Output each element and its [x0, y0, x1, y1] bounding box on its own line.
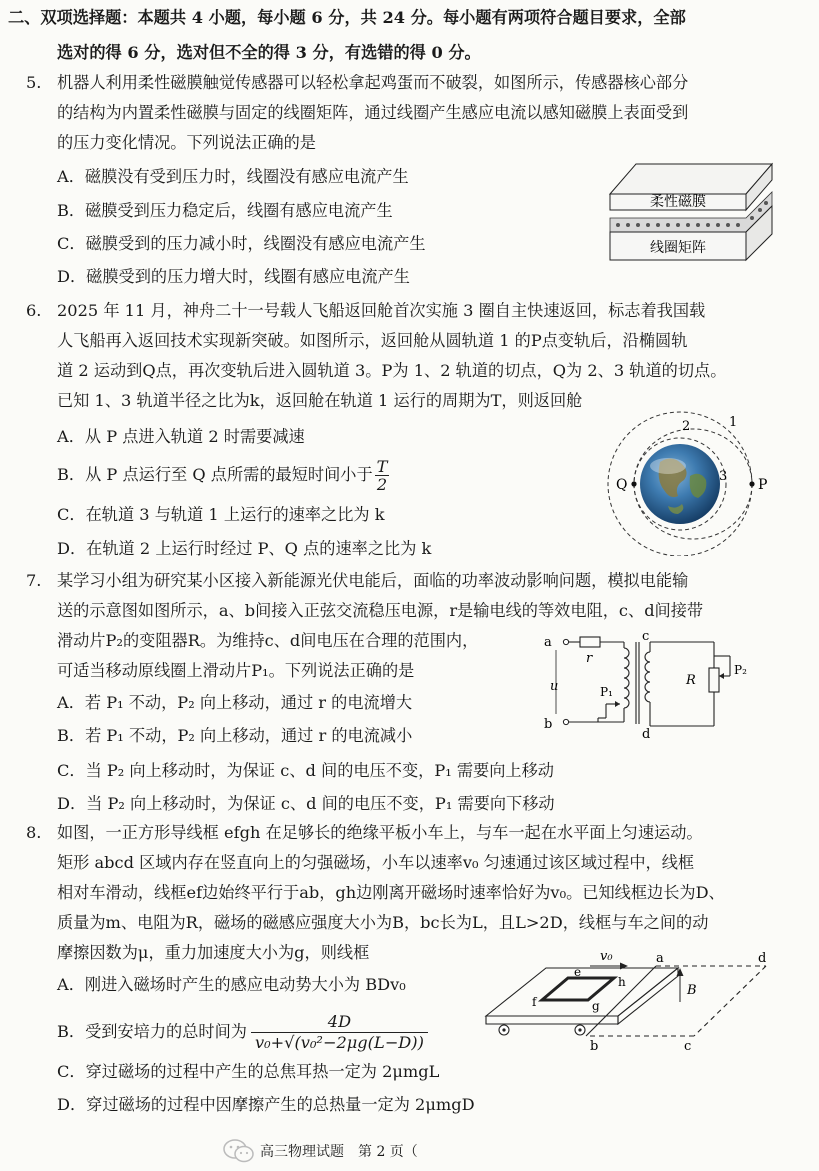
q8-label-h: h: [618, 975, 626, 989]
q5-option-a: A．磁膜没有受到压力时，线圈没有感应电流产生: [57, 167, 409, 186]
q7-stem-line4: 可适当移动原线圈上滑动片P₁。下列说法正确的是: [57, 661, 415, 680]
q7-option-d: D．当 P₂ 向上移动时，为保证 c、d 间的电压不变，P₁ 需要向下移动: [57, 794, 555, 813]
q6-option-d: D．在轨道 2 上运行时经过 P、Q 点的速率之比为 k: [57, 539, 432, 558]
q6-fraction-numerator: T: [376, 457, 388, 476]
q8-option-a: A．刚进入磁场时产生的感应电动势大小为 BDv₀: [57, 975, 406, 994]
q5-stem-line1: 机器人利用柔性磁膜触觉传感器可以轻松拿起鸡蛋而不破裂，如图所示，传感器核心部分: [57, 73, 689, 92]
q8-label-f: f: [532, 995, 537, 1009]
q8-stem-line1: 如图，一正方形导线框 efgh 在足够长的绝缘平板小车上，与车一起在水平面上匀速运动。: [57, 823, 703, 842]
q7-label-a: a: [544, 635, 552, 650]
q6-stem-line3: 道 2 运动到Q点，再次变轨后进入圆轨道 3。P为 1、2 轨道的切点，Q为 2、3 轨道的切点。: [57, 361, 727, 380]
q6-label-orbit3: 3: [719, 469, 728, 484]
q6-option-a: A．从 P 点进入轨道 2 时需要减速: [57, 427, 305, 446]
q5-stem-line2: 的结构为内置柔性磁膜与固定的线圈矩阵，通过线圈产生感应电流以感知磁膜上表面受到: [57, 103, 689, 122]
q5-number: 5.: [26, 73, 42, 92]
q8-fraction-numerator: 4D: [251, 1012, 428, 1033]
q8-stem-line2: 矩形 abcd 区域内存在竖直向上的匀强磁场，小车以速率v₀ 匀速通过该区域过程中，线框: [57, 853, 695, 872]
q5-option-d: D．磁膜受到的压力增大时，线圈有感应电流产生: [57, 267, 410, 286]
q8-fraction-denominator: v₀+√(v₀²−2μg(L−D)): [254, 1033, 424, 1052]
q8-label-v0: v₀: [600, 950, 613, 964]
q6-label-orbit1: 1: [729, 415, 738, 430]
q7-label-P2: P₂: [734, 663, 747, 677]
q8-label-a: a: [656, 951, 664, 966]
q5-option-b: B．磁膜受到压力稳定后，线圈有感应电流产生: [57, 201, 393, 220]
q6-label-orbit2: 2: [682, 419, 691, 434]
q6-option-b: [57, 458, 391, 493]
q8-label-g: g: [592, 999, 600, 1013]
q8-cart-figure: [482, 950, 812, 1058]
q5-sensor-figure: [606, 160, 776, 266]
q6-option-c: C．在轨道 3 与轨道 1 上运行的速率之比为 k: [57, 505, 385, 524]
q7-label-u: u: [550, 679, 559, 694]
q8-stem-line5: 摩擦因数为μ，重力加速度大小为g，则线框: [57, 943, 370, 962]
q6-number: 6.: [26, 301, 42, 320]
q8-label-c: c: [684, 1039, 692, 1054]
q8-label-d: d: [758, 951, 767, 966]
q5-label-magnetic-film: 柔性磁膜: [650, 194, 706, 210]
q6-label-P: P: [758, 477, 768, 493]
q8-option-b-fraction: [251, 1012, 428, 1053]
q5-stem-line3: 的压力变化情况。下列说法正确的是: [57, 133, 316, 152]
q7-label-r: r: [586, 651, 593, 666]
q6-fraction-denominator: 2: [376, 475, 388, 494]
q5-option-c: C．磁膜受到的压力减小时，线圈没有感应电流产生: [57, 234, 426, 253]
q5-label-coil-matrix: 线圈矩阵: [650, 240, 706, 256]
q8-label-b: b: [590, 1039, 599, 1054]
q8-option-d: D．穿过磁场的过程中因摩擦产生的总热量一定为 2μmgD: [57, 1095, 475, 1114]
wechat-watermark-icon: [222, 1138, 256, 1168]
q8-option-b: [57, 1012, 428, 1053]
q6-orbit-figure: [598, 406, 778, 556]
q7-circuit-figure: [536, 628, 776, 740]
q8-label-e: e: [574, 965, 582, 979]
q7-label-c: c: [642, 629, 650, 644]
page-footer: 高三物理试题 第 2 页（: [260, 1144, 418, 1160]
q6-label-Q: Q: [616, 477, 628, 493]
q7-option-c: C．当 P₂ 向上移动时，为保证 c、d 间的电压不变，P₁ 需要向上移动: [57, 761, 554, 780]
q6-stem-line2: 人飞船再入返回技术实现新突破。如图所示，返回舱从圆轨道 1 的P点变轨后，沿椭圆轨: [57, 331, 688, 350]
q7-option-b: B．若 P₁ 不动，P₂ 向上移动，通过 r 的电流减小: [57, 726, 413, 745]
q6-option-b-text: B．从 P 点运行至 Q 点所需的最短时间小于: [57, 465, 373, 484]
q7-option-a: A．若 P₁ 不动，P₂ 向上移动，通过 r 的电流增大: [57, 693, 413, 712]
section-heading-line2: 选对的得 6 分，选对但不全的得 3 分，有选错的得 0 分。: [57, 43, 481, 62]
q7-label-R: R: [686, 673, 696, 688]
q8-stem-line3: 相对车滑动，线框ef边始终平行于ab，gh边刚离开磁场时速率恰好为v₀。已知线框边长为D、: [57, 883, 725, 902]
q7-number: 7.: [26, 571, 42, 590]
q7-stem-line3: 滑动片P₂的变阻器R。为维持c、d间电压在合理的范围内，: [57, 631, 479, 650]
q7-label-d: d: [642, 727, 651, 740]
q7-label-b: b: [544, 717, 553, 732]
q6-stem-line4: 已知 1、3 轨道半径之比为k，返回舱在轨道 1 运行的周期为T，则返回舱: [57, 391, 583, 410]
q8-option-c: C．穿过磁场的过程中产生的总焦耳热一定为 2μmgL: [57, 1062, 440, 1081]
q8-label-B: B: [687, 983, 697, 998]
q7-stem-line1: 某学习小组为研究某小区接入新能源光伏电能后，面临的功率波动影响问题，模拟电能输: [57, 571, 689, 590]
q7-label-P1: P₁: [600, 685, 613, 699]
q8-option-b-text: B．受到安培力的总时间为: [57, 1022, 247, 1041]
q6-stem-line1: 2025 年 11 月，神舟二十一号载人飞船返回舱首次实施 3 圈自主快速返回，标志着我国载: [57, 301, 706, 320]
q7-stem-line2: 送的示意图如图所示，a、b间接入正弦交流稳压电源，r是输电线的等效电阻，c、d间接带: [57, 601, 704, 620]
q8-stem-line4: 质量为m、电阻为R，磁场的磁感应强度大小为B，bc长为L，且L>2D，线框与车之间的动: [57, 913, 709, 932]
q6-option-b-fraction: [375, 458, 390, 493]
q8-number: 8.: [26, 823, 42, 842]
section-heading-line1: 二、双项选择题：本题共 4 小题，每小题 6 分，共 24 分。每小题有两项符合题目要求，全部: [8, 8, 686, 27]
